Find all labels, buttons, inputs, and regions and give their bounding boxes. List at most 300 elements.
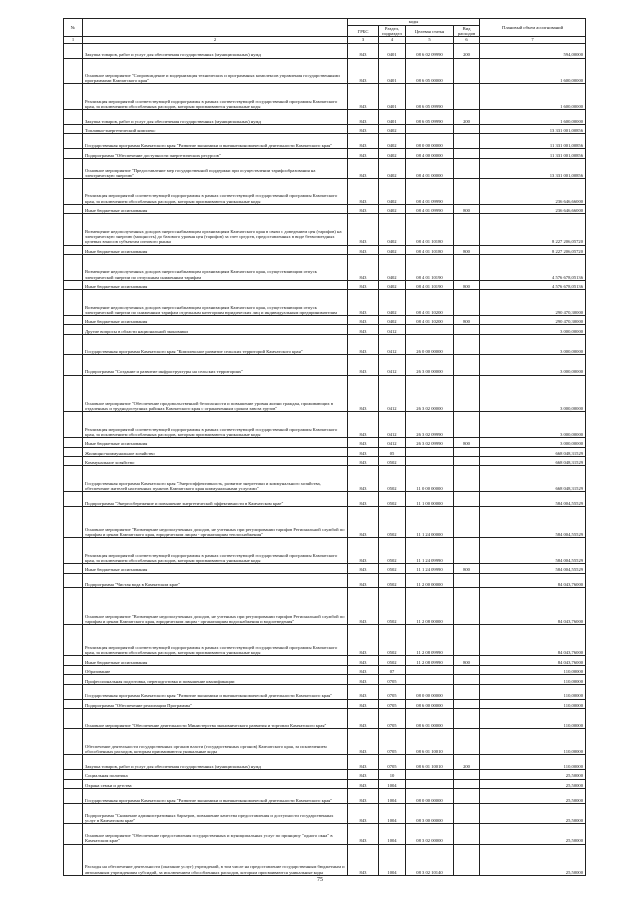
cell-num — [64, 149, 83, 158]
cell-target — [406, 770, 454, 779]
cell-num — [64, 770, 83, 779]
cell-target: 08 3 00 00000 — [406, 803, 454, 823]
cell-grbs: 843 — [348, 573, 379, 588]
cell-num — [64, 456, 83, 465]
cell-grbs: 843 — [348, 656, 379, 665]
cell-grbs: 843 — [348, 179, 379, 205]
cell-name: Реализация мероприятий соответствующей подпрограммы в рамках соответствующей государственной программы Камчатского края, за исключением обособленных расходов, которым присваиваются уникальные коды — [83, 538, 348, 564]
cell-num — [64, 412, 83, 438]
col-index-7: 7 — [480, 37, 586, 43]
cell-target: 08 3 02 00000 — [406, 824, 454, 844]
cell-amount: 110,00000 — [480, 729, 586, 755]
cell-name: Основное мероприятие "Предоставление мер государственной поддержки при осуществлении тарифообразования на электрическую энергию" — [83, 158, 348, 178]
table-row — [64, 43, 586, 58]
cell-amount: 1 600,00000 — [480, 58, 586, 84]
cell-name: Профессиональная подготовка, переподготовка и повышение квалификации — [83, 675, 348, 684]
cell-grbs: 843 — [348, 824, 379, 844]
cell-exptype: 800 — [454, 564, 480, 573]
cell-name: Подпрограмма "Энергосбережение и повышение энергетической эффективности в Камчатском крае" — [83, 492, 348, 507]
cell-grbs: 843 — [348, 290, 379, 316]
table-row — [64, 675, 586, 684]
table-row — [64, 204, 586, 213]
cell-name: Иные бюджетные ассигнования — [83, 245, 348, 254]
cell-num — [64, 492, 83, 507]
cell-name: Основное мероприятие "Обеспечение деятельности Министерства экономического развития и торговли Камчатского края" — [83, 709, 348, 729]
col-index-2: 2 — [83, 37, 348, 43]
table-row — [64, 625, 586, 656]
cell-exptype: 200 — [454, 110, 480, 125]
cell-target: 08 0 00 00000 — [406, 134, 454, 149]
cell-target — [406, 447, 454, 456]
table-row — [64, 507, 586, 538]
table-row — [64, 316, 586, 325]
cell-section: 0402 — [379, 214, 406, 245]
cell-num — [64, 755, 83, 770]
cell-grbs: 843 — [348, 204, 379, 213]
cell-target: 08 6 02 09990 — [406, 43, 454, 58]
cell-name: Подпрограмма "Обеспечение доступности энергетических ресурсов" — [83, 149, 348, 158]
cell-section: 0502 — [379, 564, 406, 573]
cell-target: 08 4 01 10180 — [406, 245, 454, 254]
cell-amount: 84 043,76000 — [480, 656, 586, 665]
cell-name: Государственная программа Камчатского края "Энергоэффективность, развитие энергетики и коммунального хозяйства, обеспечение жителей населенных пунктов Камчатского края коммунальными услугами" — [83, 466, 348, 492]
table-row — [64, 538, 586, 564]
table-row — [64, 684, 586, 699]
cell-amount: 584 004,55529 — [480, 538, 586, 564]
cell-grbs: 843 — [348, 729, 379, 755]
cell-section: 1004 — [379, 779, 406, 788]
cell-section: 0502 — [379, 492, 406, 507]
cell-target — [406, 675, 454, 684]
cell-exptype — [454, 709, 480, 729]
cell-section: 1004 — [379, 788, 406, 803]
cell-grbs: 843 — [348, 325, 379, 334]
cell-amount: 1 600,00000 — [480, 84, 586, 110]
cell-num — [64, 325, 83, 334]
cell-grbs: 843 — [348, 438, 379, 447]
table-row — [64, 824, 586, 844]
cell-target: 08 4 01 10190 — [406, 255, 454, 281]
cell-section: 0401 — [379, 43, 406, 58]
cell-amount: 110,00000 — [480, 675, 586, 684]
cell-exptype — [454, 412, 480, 438]
col-index-5: 5 — [406, 37, 454, 43]
cell-name: Государственная программа Камчатского края "Развитие экономики и внешнеэкономической деятельности Камчатского края" — [83, 134, 348, 149]
col-index-4: 4 — [379, 37, 406, 43]
cell-exptype — [454, 675, 480, 684]
cell-name: Образование — [83, 665, 348, 674]
cell-grbs: 843 — [348, 134, 379, 149]
page-number: 75 — [317, 877, 323, 883]
table-row — [64, 255, 586, 281]
cell-name: Основное мероприятие "Обеспечение предоставления государственных и муниципальных услуг по принципу "одного окна" в Камчатском крае" — [83, 824, 348, 844]
header-amount: Плановый объем ассигнований — [480, 19, 586, 37]
cell-exptype — [454, 325, 480, 334]
cell-target: 08 0 00 00000 — [406, 788, 454, 803]
cell-exptype — [454, 214, 480, 245]
cell-name: Другие вопросы в области национальной экономики — [83, 325, 348, 334]
cell-exptype — [454, 149, 480, 158]
cell-exptype — [454, 355, 480, 375]
cell-name: Реализация мероприятий соответствующей подпрограммы в рамках соответствующей государственной программы Камчатского края, за исключением обособленных расходов, которым присваиваются уникальные коды — [83, 412, 348, 438]
table-body — [64, 43, 586, 875]
cell-section: 0502 — [379, 656, 406, 665]
cell-name: Расходы на обеспечение деятельности (оказание услуг) учреждений, в том числе на предоставление государственным бюджетным и автономным учреждениям субсидий, за исключением обособленных расходов, которым присваиваются уникальные коды — [83, 844, 348, 875]
cell-name: Государственная программа Камчатского края "Развитие экономики и внешнеэкономической деятельности Камчатского края" — [83, 788, 348, 803]
cell-amount: 668 048,31529 — [480, 447, 586, 456]
cell-name: Подпрограмма "Снижение административных барьеров, повышение качества предоставления и доступности государственных услуг в Камчатском крае" — [83, 803, 348, 823]
cell-amount: 594,00000 — [480, 43, 586, 58]
cell-exptype — [454, 456, 480, 465]
cell-num — [64, 375, 83, 412]
cell-exptype — [454, 788, 480, 803]
cell-grbs: 843 — [348, 844, 379, 875]
cell-section: 1004 — [379, 844, 406, 875]
cell-name: Закупка товаров, работ и услуг для обеспечения государственных (муниципальных) нужд — [83, 43, 348, 58]
cell-exptype — [454, 466, 480, 492]
table-row — [64, 709, 586, 729]
cell-grbs: 843 — [348, 507, 379, 538]
cell-target: 08 4 01 10190 — [406, 280, 454, 289]
cell-exptype — [454, 507, 480, 538]
cell-grbs: 843 — [348, 684, 379, 699]
cell-target: 08 6 05 09990 — [406, 110, 454, 125]
cell-grbs: 843 — [348, 770, 379, 779]
cell-target: 08 6 01 00000 — [406, 709, 454, 729]
table-row — [64, 158, 586, 178]
cell-section: 1004 — [379, 803, 406, 823]
cell-section: 0502 — [379, 588, 406, 625]
cell-num — [64, 588, 83, 625]
cell-grbs: 843 — [348, 214, 379, 245]
cell-grbs: 843 — [348, 412, 379, 438]
cell-amount: 3 000,00000 — [480, 334, 586, 354]
cell-section: 0401 — [379, 58, 406, 84]
cell-target: 08 6 00 00000 — [406, 699, 454, 708]
cell-target: 26 3 02 09990 — [406, 438, 454, 447]
cell-section: 0402 — [379, 316, 406, 325]
cell-amount: 4 576 678,05136 — [480, 255, 586, 281]
cell-section: 0705 — [379, 755, 406, 770]
table-row — [64, 110, 586, 125]
cell-num — [64, 538, 83, 564]
budget-table-page — [63, 18, 585, 876]
cell-grbs: 843 — [348, 158, 379, 178]
cell-amount: 584 004,55529 — [480, 492, 586, 507]
cell-target: 08 4 00 00000 — [406, 149, 454, 158]
cell-name: Подпрограмма "Чистая вода в Камчатском крае" — [83, 573, 348, 588]
table-row — [64, 588, 586, 625]
cell-grbs: 843 — [348, 588, 379, 625]
cell-exptype — [454, 779, 480, 788]
cell-amount: 3 000,00000 — [480, 438, 586, 447]
cell-section: 0502 — [379, 456, 406, 465]
cell-section: 0412 — [379, 325, 406, 334]
cell-grbs: 843 — [348, 466, 379, 492]
cell-target: 26 3 00 00000 — [406, 355, 454, 375]
table-row — [64, 84, 586, 110]
cell-grbs: 843 — [348, 665, 379, 674]
header-num: № — [64, 19, 83, 37]
cell-exptype: 800 — [454, 438, 480, 447]
table-row — [64, 290, 586, 316]
cell-num — [64, 124, 83, 133]
cell-amount: 668 048,31529 — [480, 456, 586, 465]
cell-section: 0502 — [379, 538, 406, 564]
table-row — [64, 124, 586, 133]
cell-num — [64, 179, 83, 205]
cell-exptype: 800 — [454, 280, 480, 289]
cell-target: 08 3 02 10140 — [406, 844, 454, 875]
cell-target: 11 2 00 00000 — [406, 573, 454, 588]
table-row — [64, 412, 586, 438]
cell-num — [64, 656, 83, 665]
cell-grbs: 843 — [348, 456, 379, 465]
cell-exptype — [454, 334, 480, 354]
table-row — [64, 447, 586, 456]
cell-grbs: 843 — [348, 625, 379, 656]
col-index-6: 6 — [454, 37, 480, 43]
cell-target: 26 0 00 00000 — [406, 334, 454, 354]
cell-num — [64, 438, 83, 447]
cell-grbs: 843 — [348, 149, 379, 158]
header-codes: коды — [348, 19, 480, 26]
cell-target: 26 3 02 00000 — [406, 375, 454, 412]
cell-num — [64, 58, 83, 84]
cell-exptype — [454, 844, 480, 875]
table-row — [64, 665, 586, 674]
cell-exptype — [454, 625, 480, 656]
cell-grbs: 843 — [348, 110, 379, 125]
cell-grbs: 843 — [348, 58, 379, 84]
cell-section: 0402 — [379, 124, 406, 133]
cell-section: 0705 — [379, 709, 406, 729]
cell-amount: 236 646,66000 — [480, 204, 586, 213]
table-row — [64, 280, 586, 289]
cell-num — [64, 158, 83, 178]
cell-name: Реализация мероприятий соответствующей подпрограммы в рамках соответствующей государственной программы Камчатского края, за исключением обособленных расходов, которым присваиваются уникальные коды — [83, 84, 348, 110]
cell-grbs: 843 — [348, 316, 379, 325]
table-row — [64, 788, 586, 803]
table-row — [64, 573, 586, 588]
table-row — [64, 149, 586, 158]
cell-grbs: 843 — [348, 779, 379, 788]
cell-num — [64, 255, 83, 281]
cell-target: 11 2 08 00000 — [406, 588, 454, 625]
table-row — [64, 214, 586, 245]
cell-amount: 110,00000 — [480, 665, 586, 674]
cell-amount: 3 000,00000 — [480, 375, 586, 412]
cell-target: 08 4 01 09990 — [406, 204, 454, 213]
cell-section: 0402 — [379, 158, 406, 178]
cell-num — [64, 134, 83, 149]
cell-num — [64, 844, 83, 875]
cell-amount: 110,00000 — [480, 699, 586, 708]
cell-num — [64, 699, 83, 708]
cell-section: 0402 — [379, 179, 406, 205]
cell-name: Возмещение недополученных доходов энергоснабжающим организациям Камчатского края, осуществляющим отпуск электрической энергии по отпускным сниженным тарифам — [83, 255, 348, 281]
cell-num — [64, 675, 83, 684]
cell-exptype — [454, 729, 480, 755]
cell-exptype — [454, 573, 480, 588]
cell-num — [64, 110, 83, 125]
cell-exptype — [454, 588, 480, 625]
cell-section: 0412 — [379, 375, 406, 412]
cell-num — [64, 447, 83, 456]
cell-amount: 290 470,30000 — [480, 290, 586, 316]
cell-target: 08 4 01 10180 — [406, 214, 454, 245]
cell-target: 08 6 01 10010 — [406, 755, 454, 770]
cell-section: 0502 — [379, 507, 406, 538]
cell-exptype — [454, 447, 480, 456]
cell-name: Иные бюджетные ассигнования — [83, 280, 348, 289]
cell-exptype: 800 — [454, 656, 480, 665]
cell-num — [64, 709, 83, 729]
cell-exptype: 800 — [454, 204, 480, 213]
cell-name: Иные бюджетные ассигнования — [83, 438, 348, 447]
cell-amount: 110,00000 — [480, 684, 586, 699]
cell-section: 0705 — [379, 675, 406, 684]
cell-amount: 1 600,00000 — [480, 110, 586, 125]
cell-amount: 84 043,76000 — [480, 573, 586, 588]
cell-exptype — [454, 824, 480, 844]
cell-exptype — [454, 665, 480, 674]
cell-exptype — [454, 803, 480, 823]
cell-num — [64, 779, 83, 788]
cell-num — [64, 507, 83, 538]
cell-num — [64, 334, 83, 354]
cell-num — [64, 625, 83, 656]
cell-name: Возмещение недополученных доходов энергоснабжающим организациям Камчатского края в связи с доведением цен (тарифов) на электрическую энергию (мощность) до базового уровня цен (тарифов) за счет средств, предоставленных в виде безвозмездных целевых взносов субъектам оптового рынка — [83, 214, 348, 245]
table-row — [64, 770, 586, 779]
cell-amount: 110,00000 — [480, 709, 586, 729]
cell-target: 08 4 01 09990 — [406, 179, 454, 205]
cell-target — [406, 456, 454, 465]
cell-section: 10 — [379, 770, 406, 779]
cell-num — [64, 214, 83, 245]
cell-name: Иные бюджетные ассигнования — [83, 204, 348, 213]
cell-exptype — [454, 684, 480, 699]
cell-grbs: 843 — [348, 538, 379, 564]
cell-target — [406, 325, 454, 334]
table-row — [64, 844, 586, 875]
cell-target: 11 1 00 00000 — [406, 492, 454, 507]
cell-section: 07 — [379, 665, 406, 674]
table-row — [64, 466, 586, 492]
cell-name: Иные бюджетные ассигнования — [83, 564, 348, 573]
cell-name: Топливно-энергетический комплекс — [83, 124, 348, 133]
cell-exptype — [454, 84, 480, 110]
cell-section: 0401 — [379, 110, 406, 125]
cell-grbs: 843 — [348, 84, 379, 110]
cell-target: 08 4 01 10200 — [406, 316, 454, 325]
cell-amount: 290 470,30000 — [480, 316, 586, 325]
cell-exptype — [454, 290, 480, 316]
cell-exptype — [454, 158, 480, 178]
cell-section: 05 — [379, 447, 406, 456]
cell-name: Основное мероприятие "Возмещение недополученных доходов, не учтенных при регулировании тарифов Региональной службой по тарифам и ценам Камчатского края, юридическим лицам - организациям теплоснабжения" — [83, 507, 348, 538]
cell-name: Иные бюджетные ассигнования — [83, 656, 348, 665]
cell-section: 0402 — [379, 149, 406, 158]
cell-target: 08 6 05 00000 — [406, 58, 454, 84]
cell-amount: 13 331 001,00856 — [480, 158, 586, 178]
cell-num — [64, 204, 83, 213]
cell-name: Основное мероприятие "Сопровождение и модернизация технических и программных комплексов управления государственными программами Камчатского края" — [83, 58, 348, 84]
cell-exptype — [454, 134, 480, 149]
cell-grbs: 843 — [348, 124, 379, 133]
cell-num — [64, 665, 83, 674]
cell-exptype — [454, 255, 480, 281]
cell-exptype — [454, 179, 480, 205]
table-row — [64, 334, 586, 354]
cell-name: Реализация мероприятий соответствующей подпрограммы в рамках соответствующей государственной программы Камчатского края, за исключением обособленных расходов, которым присваиваются уникальные коды — [83, 625, 348, 656]
cell-num — [64, 788, 83, 803]
cell-target: 08 6 01 10010 — [406, 729, 454, 755]
cell-name: Жилищно-коммунальное хозяйство — [83, 447, 348, 456]
table-row — [64, 179, 586, 205]
cell-section: 0401 — [379, 84, 406, 110]
table-row — [64, 779, 586, 788]
table-row — [64, 699, 586, 708]
table-row — [64, 245, 586, 254]
cell-grbs: 843 — [348, 788, 379, 803]
cell-exptype — [454, 538, 480, 564]
header-target: Целевая статья — [406, 26, 454, 37]
cell-num — [64, 573, 83, 588]
cell-num — [64, 84, 83, 110]
cell-amount: 11 331 001,00856 — [480, 149, 586, 158]
cell-amount: 584 004,55529 — [480, 507, 586, 538]
table-row — [64, 755, 586, 770]
cell-amount: 84 043,76000 — [480, 588, 586, 625]
header-grbs: ГРБС — [348, 26, 379, 37]
cell-num — [64, 466, 83, 492]
cell-amount: 25,50000 — [480, 788, 586, 803]
cell-name: Подпрограмма "Обеспечение реализации Программы" — [83, 699, 348, 708]
cell-amount: 13 331 001,00856 — [480, 124, 586, 133]
cell-name: Возмещение недополученных доходов энергоснабжающим организациям Камчатского края, осуществляющим отпуск электрической энергии по сниженным тарифам отдельным категориям юридических лиц и индивидуальным предпринимателям — [83, 290, 348, 316]
cell-num — [64, 564, 83, 573]
cell-num — [64, 355, 83, 375]
cell-target: 11 0 00 00000 — [406, 466, 454, 492]
cell-section: 0402 — [379, 255, 406, 281]
cell-amount: 84 043,76000 — [480, 625, 586, 656]
cell-exptype — [454, 58, 480, 84]
cell-section: 0412 — [379, 355, 406, 375]
cell-section: 0402 — [379, 290, 406, 316]
cell-exptype — [454, 770, 480, 779]
cell-name: Основное мероприятие "Возмещение недополученных доходов, не учтенных при регулировании тарифов Региональной службой по тарифам и ценам Камчатского края, юридическим лицам - организациям водоснабжения и водоотведения" — [83, 588, 348, 625]
cell-amount: 584 004,55529 — [480, 564, 586, 573]
cell-name: Государственная программа Камчатского края "Развитие экономики и внешнеэкономической деятельности Камчатского края" — [83, 684, 348, 699]
table-row — [64, 134, 586, 149]
table-row — [64, 656, 586, 665]
cell-grbs: 843 — [348, 447, 379, 456]
cell-grbs: 843 — [348, 803, 379, 823]
cell-amount: 25,50000 — [480, 824, 586, 844]
cell-amount: 110,00000 — [480, 755, 586, 770]
cell-grbs: 843 — [348, 492, 379, 507]
table-row — [64, 564, 586, 573]
cell-amount: 25,50000 — [480, 779, 586, 788]
cell-amount: 8 227 206,05720 — [480, 245, 586, 254]
table-row — [64, 729, 586, 755]
cell-amount: 3 000,00000 — [480, 412, 586, 438]
cell-target: 11 1 24 09990 — [406, 564, 454, 573]
cell-grbs: 843 — [348, 43, 379, 58]
cell-exptype: 200 — [454, 43, 480, 58]
cell-grbs: 843 — [348, 375, 379, 412]
